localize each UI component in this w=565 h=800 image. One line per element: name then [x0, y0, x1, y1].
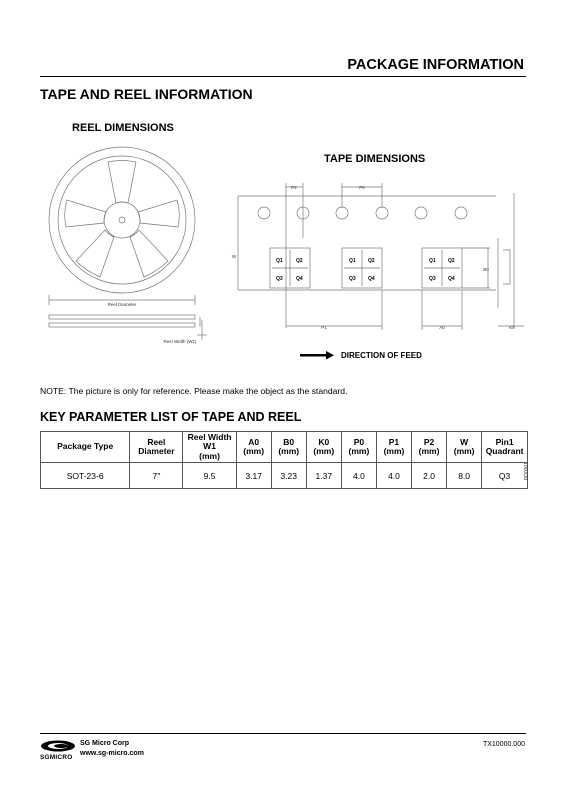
cell-reel-width: 9.5 — [183, 463, 236, 489]
cell-package-type: SOT-23-6 — [41, 463, 130, 489]
footer-company: SG Micro Corp — [80, 740, 130, 747]
pocket1-q2: Q2 — [296, 258, 303, 264]
table-side-code: DD0001 — [524, 462, 530, 481]
table-row — [41, 463, 528, 489]
cell-p2: 2.0 — [412, 463, 447, 489]
footer-rule — [40, 733, 526, 734]
dim-p0: P0 — [359, 185, 365, 190]
pocket2-q3: Q3 — [349, 276, 356, 282]
pocket3-q2: Q2 — [448, 258, 455, 264]
dim-b0: B0 — [483, 267, 489, 272]
tape-dimensions-heading: TAPE DIMENSIONS — [324, 153, 426, 165]
col-reel-diameter: Reel Diameter — [130, 432, 183, 463]
footer-brand: SGMICRO — [40, 754, 73, 761]
col-pin1-quadrant: Pin1 Quadrant — [482, 432, 528, 463]
pocket3-q1: Q1 — [429, 258, 436, 264]
pocket2-q4: Q4 — [368, 276, 375, 282]
key-parameter-table — [40, 431, 528, 489]
reel-dimensions-heading: REEL DIMENSIONS — [72, 122, 174, 134]
cell-a0: 3.17 — [236, 463, 271, 489]
header-rule — [40, 76, 526, 77]
reel-width-label: Reel Width (W1) — [163, 339, 197, 344]
col-package-type: Package Type — [41, 432, 130, 463]
dim-k0: K0 — [509, 325, 515, 330]
col-k0: K0 (mm) — [306, 432, 341, 463]
pocket2-q1: Q1 — [349, 258, 356, 264]
pocket3-q4: Q4 — [448, 276, 455, 282]
reference-note: NOTE: The picture is only for reference. Please make the object as the standard. — [40, 386, 348, 396]
cell-p1: 4.0 — [376, 463, 411, 489]
table-header-row — [41, 432, 528, 463]
pocket1-q3: Q3 — [276, 276, 283, 282]
col-p0: P0 (mm) — [341, 432, 376, 463]
cell-reel-diameter: 7″ — [130, 463, 183, 489]
feed-arrow-icon — [300, 350, 336, 360]
dim-a0: A0 — [439, 325, 445, 330]
reel-inner-circle — [58, 156, 186, 284]
key-parameter-title: KEY PARAMETER LIST OF TAPE AND REEL — [40, 410, 302, 424]
col-b0: B0 (mm) — [271, 432, 306, 463]
pocket3-q3: Q3 — [429, 276, 436, 282]
col-a0: A0 (mm) — [236, 432, 271, 463]
sgmicro-logo-icon — [40, 740, 76, 754]
pocket2-q2: Q2 — [368, 258, 375, 264]
direction-of-feed-label: DIRECTION OF FEED — [341, 351, 422, 360]
cell-b0: 3.23 — [271, 463, 306, 489]
page-header-title: PACKAGE INFORMATION — [347, 57, 524, 73]
cell-p0: 4.0 — [341, 463, 376, 489]
reel-drawing — [40, 145, 210, 350]
footer-website[interactable]: www.sg-micro.com — [80, 750, 144, 757]
col-w: W (mm) — [447, 432, 482, 463]
pocket1-q1: Q1 — [276, 258, 283, 264]
dim-w: W — [231, 254, 237, 259]
col-reel-width: Reel Width W1 (mm) — [183, 432, 236, 463]
col-p2: P2 (mm) — [412, 432, 447, 463]
footer-doc-code: TX10000.000 — [482, 741, 525, 748]
dim-p1: P1 — [321, 325, 327, 330]
reel-diameter-label: Reel Diameter — [107, 302, 137, 307]
col-p1: P1 (mm) — [376, 432, 411, 463]
dim-p2: P2 — [291, 185, 297, 190]
cell-w: 8.0 — [447, 463, 482, 489]
tape-drawing — [228, 178, 526, 338]
pocket1-q4: Q4 — [296, 276, 303, 282]
cell-k0: 1.37 — [306, 463, 341, 489]
reel-outer-circle — [49, 147, 195, 293]
cell-pin1-quadrant: Q3 — [482, 463, 528, 489]
section-title: TAPE AND REEL INFORMATION — [40, 86, 253, 102]
